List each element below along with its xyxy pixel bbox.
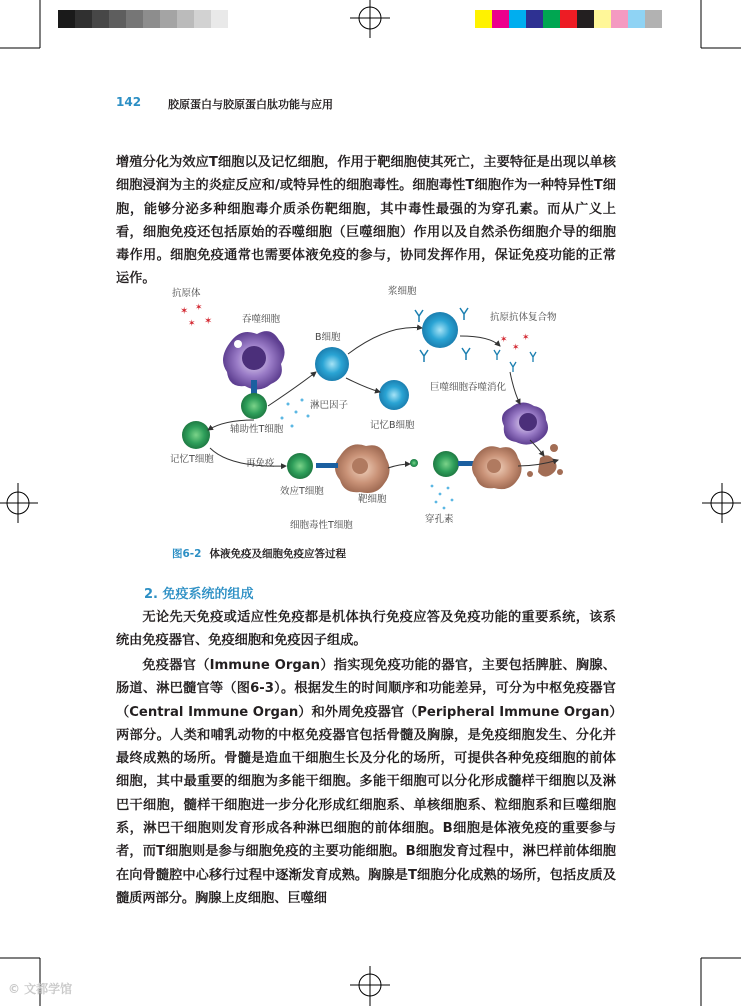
svg-text:✶: ✶ bbox=[188, 319, 196, 329]
effector-t-cell bbox=[287, 453, 313, 479]
paragraph-text: 增殖分化为效应T细胞以及记忆细胞，作用于靶细胞使其死亡，主要特征是出现以单核细胞浸润为主的炎症反应和/或特异性的细胞毒性。细胞毒性T细胞作为一种特异性T细胞，能够分泌多种细胞毒介质杀伤靶细胞，其中毒性最强的为穿孔素。而从广义上看，细胞免疫还包括原始的吞噬细胞（巨噬细胞）作用以及自然杀伤细胞介导的细胞毒作用。细胞免疫通常也需要体液免疫的参与，协同发挥作用，保证免疫功能的正常运作。 bbox=[116, 155, 616, 287]
label-effector-t: 效应T细胞 bbox=[280, 486, 324, 497]
memory-t-cell bbox=[182, 421, 210, 449]
cytotoxic-t-cell bbox=[433, 451, 459, 477]
label-phagocyte: 吞噬细胞 bbox=[242, 314, 281, 325]
body-paragraph-3 bbox=[116, 654, 616, 910]
svg-text:✶: ✶ bbox=[512, 343, 520, 353]
immune-response-figure bbox=[150, 280, 590, 540]
paragraph-text: 免疫器官（Immune Organ）指实现免疫功能的器官，主要包括脾脏、胸腺、肠道、淋巴髓官等（图6-3）。根据发生的时间顺序和功能差异，可分为中枢免疫器官（Central Immune Organ）和外周免疫器官（Peripheral Immune Organ）两部分。人类和哺乳动物的中枢免疫器官包括骨髓及胸腺，是免疫细胞发生、分化并最终成熟的场所。骨髓是造血干细胞生长及分化的场所，可提供各种免疫细胞的前体细胞，其中最重要的细胞为多能干细胞。多能干细胞可以分化形成髓样干细胞以及淋巴干细胞，髓样干细胞进一步分化形成红细胞系、单核细胞系、粒细胞系和巨噬细胞系，淋巴干细胞则发育形成各种淋巴细胞的前体细胞。B细胞是体液免疫的重要参与者，而T细胞则是参与细胞免疫的主要功能细胞。B细胞发育过程中，淋巴样前体细胞在向骨髓腔中心移行过程中逐渐发育成熟。胸腺是T细胞分化成熟的场所，包括皮质及髓质两部分。胸腺上皮细胞、巨噬细 bbox=[116, 658, 616, 906]
label-b-cell: B细胞 bbox=[315, 332, 341, 343]
label-memory-t: 记忆T细胞 bbox=[170, 454, 214, 465]
small-t-cell bbox=[410, 459, 418, 467]
plasma-cell bbox=[422, 312, 458, 348]
figure-caption-text: 体液免疫及细胞免疫应答过程 bbox=[209, 548, 346, 560]
running-header-title: 胶原蛋白与胶原蛋白肽功能与应用 bbox=[168, 98, 333, 111]
antigen-antibody-complex bbox=[494, 333, 536, 372]
svg-text:✶: ✶ bbox=[204, 316, 213, 327]
label-plasma-cell: 浆细胞 bbox=[388, 286, 417, 297]
svg-text:✶: ✶ bbox=[195, 303, 203, 313]
svg-text:✶: ✶ bbox=[500, 335, 508, 345]
svg-text:✶: ✶ bbox=[180, 306, 189, 317]
label-target-cell: 靶细胞 bbox=[358, 494, 387, 505]
b-cell bbox=[315, 347, 349, 381]
label-reinfection: 再免疫 bbox=[246, 458, 275, 469]
body-paragraph-2 bbox=[116, 606, 616, 653]
label-lymphokine: 淋巴因子 bbox=[310, 400, 349, 411]
label-antigen-antibody-complex: 抗原抗体复合物 bbox=[490, 312, 557, 323]
receptor-connector bbox=[316, 463, 338, 468]
antigen-particles bbox=[180, 303, 212, 329]
helper-t-cell bbox=[241, 393, 267, 419]
section-heading: 2. 免疫系统的组成 bbox=[144, 587, 254, 602]
perforin-dots bbox=[431, 485, 454, 510]
memory-b-cell bbox=[379, 380, 409, 410]
label-helper-t: 辅助性T细胞 bbox=[230, 424, 284, 435]
receptor-connector bbox=[458, 461, 474, 466]
svg-text:✶: ✶ bbox=[522, 333, 530, 343]
label-cytotoxic-t: 细胞毒性T细胞 bbox=[290, 520, 353, 531]
body-paragraph-1 bbox=[116, 151, 616, 291]
page-number: 142 bbox=[116, 95, 142, 109]
lymphokine-dots bbox=[281, 399, 310, 428]
figure-number: 图6-2 bbox=[172, 548, 202, 560]
receptor-connector bbox=[251, 380, 257, 394]
label-memory-b: 记忆B细胞 bbox=[370, 420, 415, 431]
label-perforin: 穿孔素 bbox=[425, 514, 454, 525]
figure-caption bbox=[172, 546, 346, 561]
label-antigen: 抗原体 bbox=[172, 288, 201, 299]
watermark: © 文都学馆 bbox=[8, 982, 73, 996]
label-macrophage-phagocytosis: 巨噬细胞吞噬消化 bbox=[430, 382, 507, 393]
paragraph-text: 无论先天免疫或适应性免疫都是机体执行免疫应答及免疫功能的重要系统，该系统由免疫器官、免疫细胞和免疫因子组成。 bbox=[116, 610, 616, 649]
